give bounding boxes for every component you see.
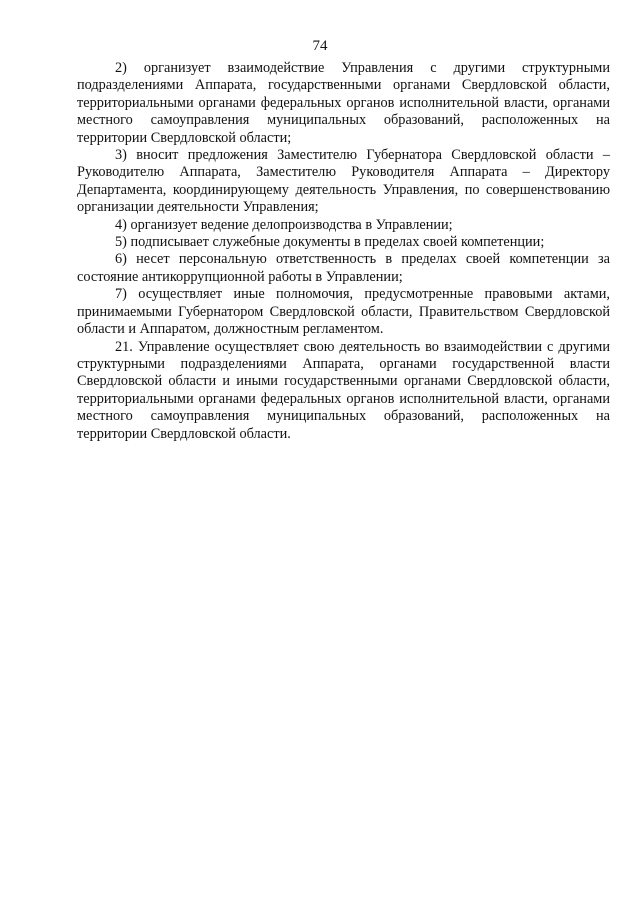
paragraph-item-2: 2) организует взаимодействие Управления с другими структурными подразделениями Аппарата, государственными органами Свердловской области, территориальными органами федеральных органов исполнительной власти, органами местного самоуправления муниципальных образований, расположенных на территории Свердловской области;	[77, 60, 610, 146]
paragraph-item-7: 7) осуществляет иные полномочия, предусмотренные правовыми актами, принимаемыми Губернатором Свердловской области, Правительством Свердловской области и Аппаратом, должностным регламентом.	[77, 286, 610, 338]
paragraph-item-3: 3) вносит предложения Заместителю Губернатора Свердловской области – Руководителю Аппарата, Заместителю Руководителя Аппарата – Директору Департамента, координирующему деятельность Управления, по совершенствованию организации деятельности Управления;	[77, 147, 610, 216]
paragraph-clause-21: 21. Управление осуществляет свою деятельность во взаимодействии с другими структурными подразделениями Аппарата, органами государственной власти Свердловской области и иными государственными органами Свердловской области, территориальными органами федеральных органов исполнительной власти, органами местного самоуправления муниципальных образований, расположенных на территории Свердловской области.	[77, 338, 610, 442]
document-body	[77, 60, 610, 443]
paragraph-item-4: 4) организует ведение делопроизводства в Управлении;	[115, 216, 453, 233]
paragraph-item-5: 5) подписывает служебные документы в пределах своей компетенции;	[115, 234, 545, 251]
paragraph-item-6: 6) несет персональную ответственность в пределах своей компетенции за состояние антикоррупционной работы в Управлении;	[77, 251, 610, 285]
page-number: 74	[312, 38, 328, 54]
